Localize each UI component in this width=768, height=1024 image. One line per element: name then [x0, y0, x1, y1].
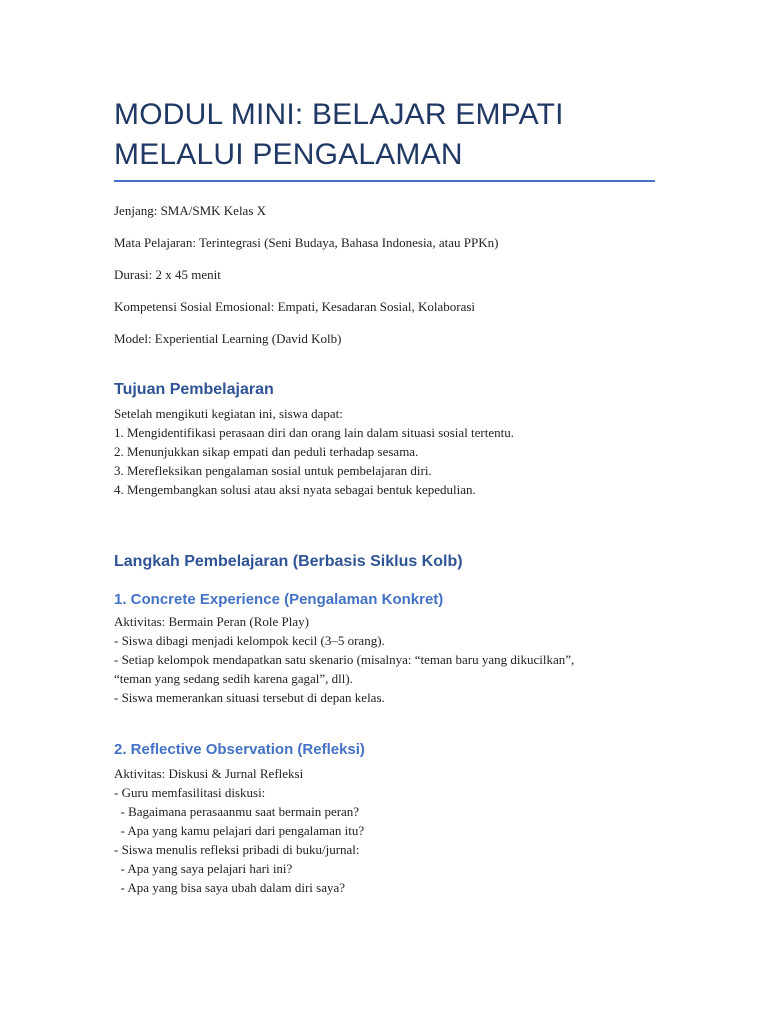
tujuan-item: 4. Mengembangkan solusi atau aksi nyata sebagai bentuk kepedulian. [114, 482, 476, 497]
reflective-activity: Aktivitas: Diskusi & Jurnal Refleksi [114, 766, 304, 781]
title-line-2: MELALUI PENGALAMAN [114, 138, 463, 171]
heading-langkah: Langkah Pembelajaran (Berbasis Siklus Kolb) [114, 553, 463, 570]
title-underline [114, 180, 655, 182]
tujuan-list [114, 404, 674, 499]
concrete-line: - Siswa dibagi menjadi kelompok kecil (3–5 orang). [114, 633, 385, 648]
reflective-line: - Guru memfasilitasi diskusi: [114, 785, 266, 800]
concrete-line: “teman yang sedang sedih karena gagal”, dll). [114, 671, 353, 686]
concrete-line: - Setiap kelompok mendapatkan satu skenario (misalnya: “teman baru yang dikucilkan”, [114, 652, 575, 667]
tujuan-item: 3. Merefleksikan pengalaman sosial untuk pembelajaran diri. [114, 463, 432, 478]
reflective-line: - Apa yang kamu pelajari dari pengalaman itu? [114, 823, 365, 838]
heading-reflective-observation: 2. Reflective Observation (Refleksi) [114, 741, 365, 758]
tujuan-intro: Setelah mengikuti kegiatan ini, siswa dapat: [114, 406, 343, 421]
reflective-line: - Apa yang bisa saya ubah dalam diri saya? [114, 880, 346, 895]
reflective-line: - Bagaimana perasaanmu saat bermain peran? [114, 804, 360, 819]
heading-tujuan: Tujuan Pembelajaran [114, 381, 274, 398]
reflective-observation-content [114, 764, 674, 897]
concrete-activity: Aktivitas: Bermain Peran (Role Play) [114, 614, 309, 629]
tujuan-item: 1. Mengidentifikasi perasaan diri dan orang lain dalam situasi sosial tertentu. [114, 425, 515, 440]
meta-durasi: Durasi: 2 x 45 menit [114, 267, 221, 282]
document-title [114, 95, 674, 175]
meta-kompetensi: Kompetensi Sosial Emosional: Empati, Kesadaran Sosial, Kolaborasi [114, 299, 476, 314]
concrete-line: - Siswa memerankan situasi tersebut di depan kelas. [114, 690, 385, 705]
meta-jenjang: Jenjang: SMA/SMK Kelas X [114, 203, 267, 218]
tujuan-item: 2. Menunjukkan sikap empati dan peduli terhadap sesama. [114, 444, 419, 459]
meta-mata-pelajaran: Mata Pelajaran: Terintegrasi (Seni Budaya, Bahasa Indonesia, atau PPKn) [114, 235, 499, 250]
meta-model: Model: Experiential Learning (David Kolb) [114, 331, 342, 346]
title-line-1: MODUL MINI: BELAJAR EMPATI [114, 98, 564, 131]
reflective-line: - Apa yang saya pelajari hari ini? [114, 861, 293, 876]
heading-concrete-experience: 1. Concrete Experience (Pengalaman Konkret) [114, 591, 444, 608]
concrete-experience-content [114, 612, 674, 707]
reflective-line: - Siswa menulis refleksi pribadi di buku/jurnal: [114, 842, 360, 857]
